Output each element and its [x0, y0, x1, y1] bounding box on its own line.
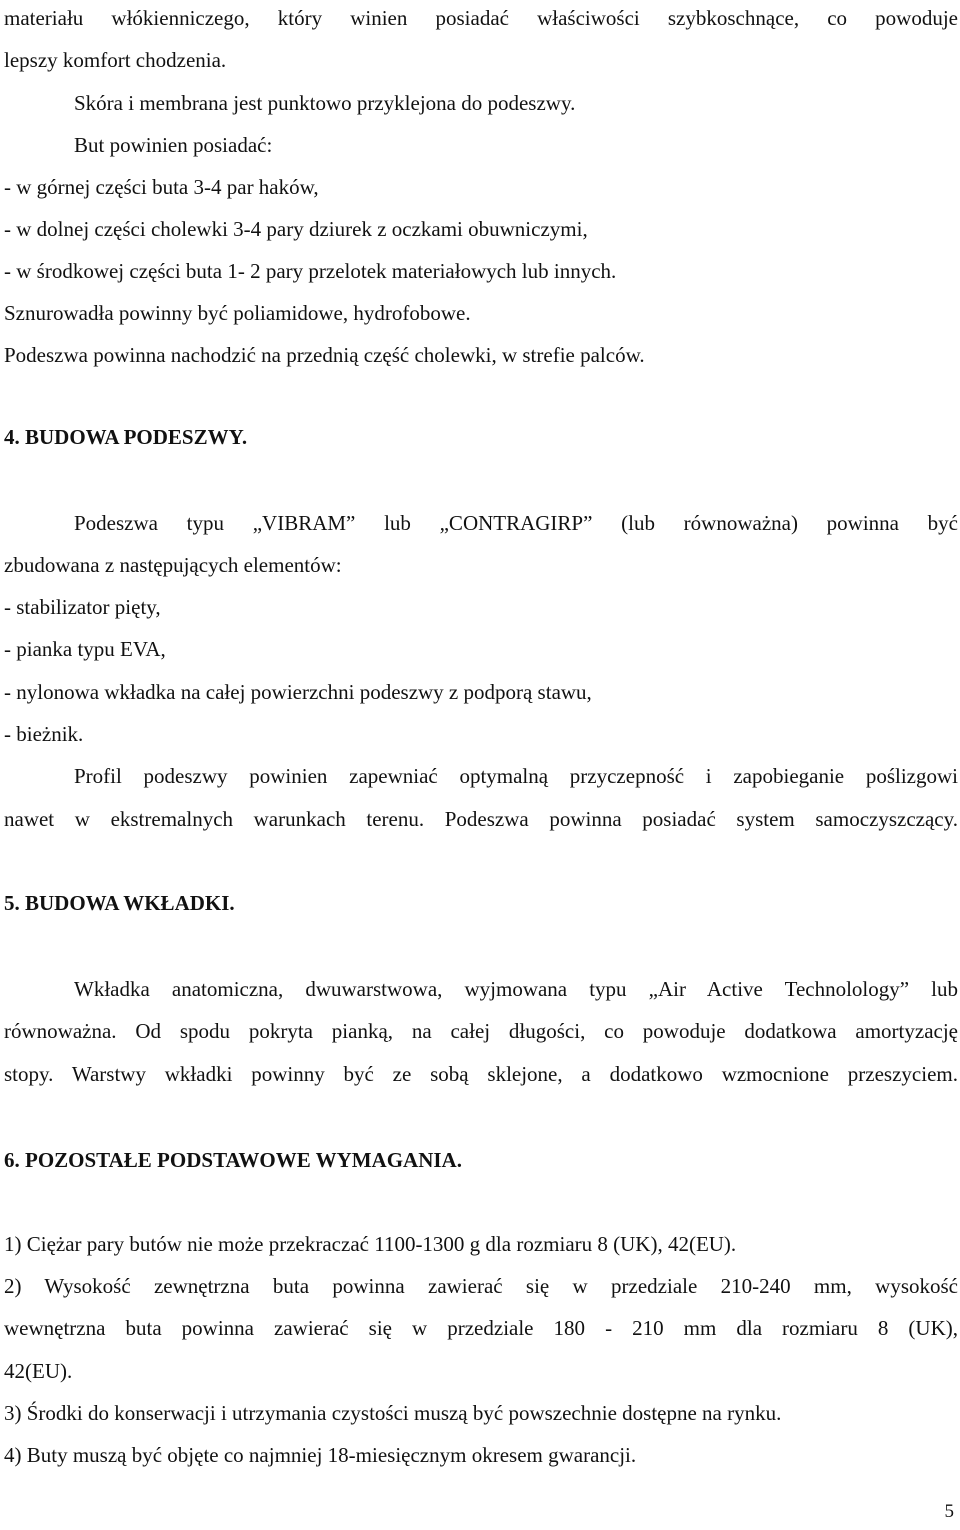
- list-item: 1) Ciężar pary butów nie może przekraczać 1100-1300 g dla rozmiaru 8 (UK), 42(EU).: [4, 1232, 737, 1256]
- list-item: - w dolnej części cholewki 3-4 pary dziurek z oczkami obuwniczymi,: [4, 217, 588, 241]
- text-line: zbudowana z następujących elementów:: [4, 553, 342, 577]
- list-item: 2) Wysokość zewnętrzna buta powinna zawierać się w przedziale 210-240 mm, wysokość: [4, 1274, 958, 1298]
- text-line: równoważna. Od spodu pokryta pianką, na całej długości, co powoduje dodatkowa amortyzację: [4, 1019, 958, 1043]
- text-line: lepszy komfort chodzenia.: [4, 48, 227, 72]
- text-line: wewnętrzna buta powinna zawierać się w przedziale 180 - 210 mm dla rozmiaru 8 (UK),: [4, 1316, 958, 1340]
- list-item: - pianka typu EVA,: [4, 637, 166, 661]
- text-line: Podeszwa typu „VIBRAM” lub „CONTRAGIRP” (lub równoważna) powinna być: [74, 511, 958, 535]
- text-line: Profil podeszwy powinien zapewniać optymalną przyczepność i zapobieganie poślizgowi: [74, 764, 958, 788]
- section-heading-4: 4. BUDOWA PODESZWY.: [4, 425, 248, 449]
- list-item: - bieżnik.: [4, 722, 84, 746]
- text-line: But powinien posiadać:: [74, 133, 273, 157]
- list-item: - w górnej części buta 3-4 par haków,: [4, 175, 319, 199]
- list-item: - stabilizator pięty,: [4, 595, 161, 619]
- page-number: 5: [944, 1501, 954, 1522]
- text-line: stopy. Warstwy wkładki powinny być ze sobą sklejone, a dodatkowo wzmocnione przeszyciem.: [4, 1062, 958, 1086]
- list-item: - nylonowa wkładka na całej powierzchni podeszwy z podporą stawu,: [4, 680, 592, 704]
- section-heading-6: 6. POZOSTAŁE PODSTAWOWE WYMAGANIA.: [4, 1148, 462, 1172]
- list-item: 4) Buty muszą być objęte co najmniej 18-miesięcznym okresem gwarancji.: [4, 1443, 637, 1467]
- text-line: nawet w ekstremalnych warunkach terenu. Podeszwa powinna posiadać system samoczyszczący.: [4, 807, 958, 831]
- text-line: materiału włókienniczego, który winien posiadać właściwości szybkoschnące, co powoduje: [4, 6, 958, 30]
- text-line: Podeszwa powinna nachodzić na przednią część cholewki, w strefie palców.: [4, 343, 645, 367]
- list-item: 3) Środki do konserwacji i utrzymania czystości muszą być powszechnie dostępne na rynku.: [4, 1401, 782, 1425]
- text-line: Sznurowadła powinny być poliamidowe, hydrofobowe.: [4, 301, 471, 325]
- list-item: - w środkowej części buta 1- 2 pary przelotek materiałowych lub innych.: [4, 259, 617, 283]
- text-line: 42(EU).: [4, 1359, 73, 1383]
- text-line: Wkładka anatomiczna, dwuwarstwowa, wyjmowana typu „Air Active Technolology” lub: [74, 977, 958, 1001]
- text-line: Skóra i membrana jest punktowo przyklejona do podeszwy.: [74, 91, 576, 115]
- section-heading-5: 5. BUDOWA WKŁADKI.: [4, 891, 235, 915]
